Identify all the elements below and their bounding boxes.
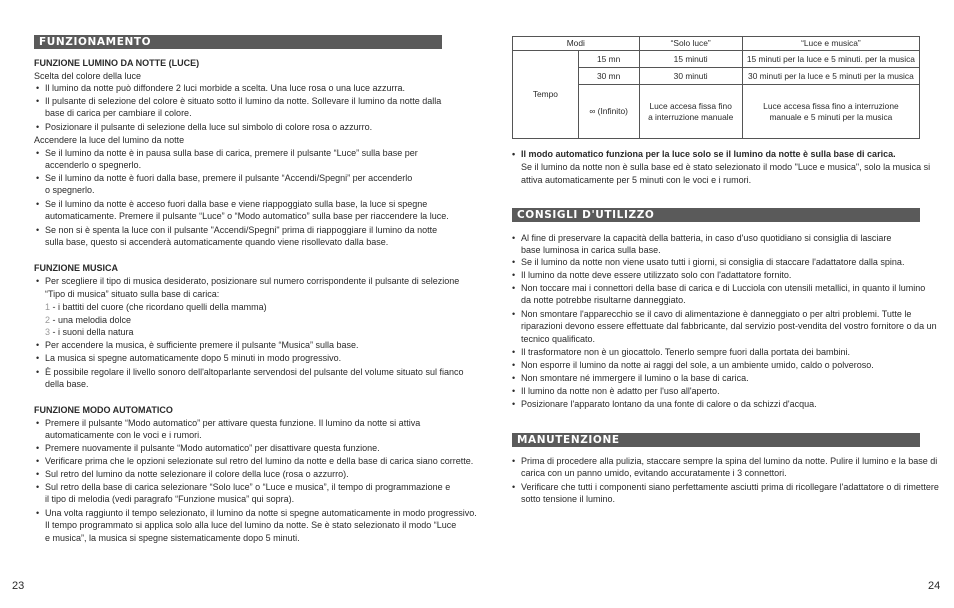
bullet: • Non smontare né immergere il lumino o la base di carica. (512, 372, 749, 385)
table-header: “Solo luce” (639, 37, 742, 51)
bullet: • Posizionare l'apparato lontano da una fonte di calore o da schizzi d'acqua. (512, 398, 817, 411)
bullet-cont: sotto tensione il lumino. (521, 494, 616, 504)
table-cell: 15 minuti (639, 51, 742, 68)
music-option-3 (36, 326, 134, 339)
modes-table (512, 36, 920, 139)
bullet: • Per accendere la musica, è sufficiente premere il pulsante “Musica” sulla base. (36, 339, 358, 352)
bullet-cont: carica con un panno umido, evitando accuratamente i 3 connettori. (521, 468, 787, 478)
cell-line: manuale e 5 minuti per la musica (769, 111, 893, 122)
cell-line: a interruzione manuale (648, 111, 734, 122)
bullet-cont: riparazioni devono essere effettuate dal fabbricante, dal servizio post-vendita del vostro fornitore o da un (521, 321, 937, 331)
heading-funzione-luce: FUNZIONE LUMINO DA NOTTE (LUCE) (34, 58, 200, 68)
page-number-right: 24 (928, 580, 941, 592)
bullet-cont: da notte potrebbe risultarne danneggiato. (521, 295, 686, 305)
table-cell (742, 85, 919, 139)
bullet-cont: o spegnerlo. (45, 185, 95, 195)
bullet-cont: tecnico qualificato. (521, 334, 596, 344)
bullet: • Se il lumino da notte è fuori dalla base, premere il pulsante “Accendi/Spegni” per accenderlo (36, 172, 412, 185)
table-cell: 15 minuti per la luce e 5 minuti. per la musica (742, 51, 919, 68)
bullet: • Non smontare l'apparecchio se il cavo di alimentazione è danneggiato o per altri problemi. Tutte le (512, 308, 911, 321)
bullet: • La musica si spegne automaticamente dopo 5 minuti in modo progressivo. (36, 352, 341, 365)
music-option-2 (36, 314, 131, 327)
option-label: - i battiti del cuore (che ricordano quelli della mamma) (50, 302, 267, 312)
bullet-cont: base di carica per cambiare il colore. (45, 108, 192, 118)
bullet: • Se il lumino da notte è acceso fuori dalla base e viene riappoggiato sulla base, la luce si spegne (36, 198, 427, 211)
bullet: • Premere nuovamente il pulsante “Modo automatico” per disattivare questa funzione. (36, 442, 380, 455)
bullet-cont: base luminosa in carica sulla base. (521, 245, 661, 255)
table-cell: Tempo (513, 51, 579, 139)
bullet: • Se il lumino da notte non viene usato tutti i giorni, si consiglia di staccare l'adattatore dalla spina. (512, 256, 904, 269)
bullet-cont: automaticamente. Premere il pulsante “Luce” o “Modo automatico” sulla base per riaccendere la luce. (45, 211, 449, 221)
subheading-colore: Scelta del colore della luce (34, 71, 142, 81)
bullet-cont: e musica”, la musica si spegne sistematicamente dopo 5 minuti. (45, 533, 300, 543)
bullet-cont: sulla base, questo si accenderà automaticamente quando viene risollevato dalla base. (45, 237, 389, 247)
bullet: • Premere il pulsante “Modo automatico” per attivare questa funzione. Il lumino da notte si attiva (36, 417, 420, 430)
bullet: • Il trasformatore non è un giocattolo. Tenerlo sempre fuori dalla portata dei bambini. (512, 346, 850, 359)
bullet: • È possibile regolare il livello sonoro dell'altoparlante servendosi del pulsante del volume situato sul fianco (36, 366, 463, 379)
bullet: • Verificare che tutti i componenti siano perfettamente asciutti prima di ricollegare l'adattatore o di rimettere (512, 481, 939, 494)
table-cell: ∞ (Infinito) (578, 85, 639, 139)
option-label: - una melodia dolce (50, 315, 132, 325)
table-cell: 30 minuti (639, 68, 742, 85)
bullet: • Una volta raggiunto il tempo selezionato, il lumino da notte si spegne automaticamente in modo progressivo. (36, 507, 477, 520)
page-number-left: 23 (12, 580, 25, 592)
section-header-funzionamento: FUNZIONAMENTO (34, 35, 442, 49)
section-header-consigli: CONSIGLI D'UTILIZZO (512, 208, 920, 222)
cell-line: Luce accesa fissa fino (649, 100, 732, 111)
heading-funzione-musica: FUNZIONE MUSICA (34, 263, 118, 273)
table-cell: 30 mn (578, 68, 639, 85)
bullet: • Non esporre il lumino da notte ai raggi del sole, a un ambiente umido, caldo o polveroso. (512, 359, 874, 372)
bullet: • Sul retro della base di carica selezionare “Solo luce” o “Luce e musica”, il tempo di programmazione e (36, 481, 450, 494)
heading-modo-automatico: FUNZIONE MODO AUTOMATICO (34, 405, 173, 415)
bullet: • Il lumino da notte non è adatto per l'uso all'aperto. (512, 385, 720, 398)
bullet: • Per scegliere il tipo di musica desiderato, posizionare sul numero corrispondente il pulsante di selezione (36, 275, 459, 288)
bullet: • Se non si è spenta la luce con il pulsante "Accendi/Spegni" prima di riappoggiare il lumino da notte (36, 224, 437, 237)
bullet-cont: automaticamente con le voci e i rumori. (45, 430, 202, 440)
bullet-cont: Il tempo programmato si applica solo alla luce del lumino da notte. Se è stato selezionato il modo “Luce (45, 520, 457, 530)
section-header-manutenzione: MANUTENZIONE (512, 433, 920, 447)
cell-line: Luce accesa fissa fino a interruzione (763, 100, 899, 111)
bullet-cont: accenderlo o spegnerlo. (45, 160, 142, 170)
subheading-accendere: Accendere la luce del lumino da notte (34, 135, 185, 145)
note-bold: • Il modo automatico funziona per la luce solo se il lumino da notte è sulla base di carica. (512, 148, 896, 161)
table-cell (639, 85, 742, 139)
option-number: 3 (45, 327, 51, 337)
bullet-cont: “Tipo di musica” situato sulla base di carica: (45, 289, 220, 299)
bullet-cont: il tipo di melodia (vedi paragrafo “Funzione musica” qui sopra). (45, 494, 295, 504)
bullet: • Il lumino da notte deve essere utilizzato solo con l'adattatore fornito. (512, 269, 791, 282)
bullet-cont: della base. (45, 379, 89, 389)
table-header: “Luce e musica” (742, 37, 919, 51)
option-label: - i suoni della natura (50, 327, 134, 337)
bullet: • Il lumino da notte può diffondere 2 luci morbide a scelta. Una luce rosa o una luce azzurra. (36, 82, 405, 95)
note-line: Se il lumino da notte non è sulla base ed è stato selezionato il modo "Luce e musica", solo la musica si (521, 162, 931, 172)
bullet: • Al fine di preservare la capacità della batteria, in caso d'uso quotidiano si consiglia di lasciare (512, 232, 891, 245)
option-number: 1 (45, 302, 51, 312)
table-cell: 30 minuti per la luce e 5 minuti per la musica (742, 68, 919, 85)
music-option-1 (36, 301, 267, 314)
bullet: • Posizionare il pulsante di selezione della luce sul simbolo di colore rosa o azzurro. (36, 121, 372, 134)
bullet: • Sul retro del lumino da notte selezionare il colore della luce (rosa o azzurro). (36, 468, 349, 481)
note-line: attiva automaticamente per 5 minuti con le voci e i rumori. (521, 175, 752, 185)
table-header: Modi (513, 37, 640, 51)
bullet: • Se il lumino da notte è in pausa sulla base di carica, premere il pulsante “Luce” sulla base per (36, 147, 418, 160)
bullet: • Il pulsante di selezione del colore è situato sotto il lumino da notte. Sollevare il lumino da notte dalla (36, 95, 441, 108)
bullet: • Verificare prima che le opzioni selezionate sul retro del lumino da notte e della base di carica siano corrette. (36, 455, 473, 468)
bullet: • Prima di procedere alla pulizia, staccare sempre la spina del lumino da notte. Pulire il lumino e la base di (512, 455, 937, 468)
option-number: 2 (45, 315, 51, 325)
bullet: • Non toccare mai i connettori della base di carica e di Lucciola con utensili metallici, in quanto il lumino (512, 282, 925, 295)
table-cell: 15 mn (578, 51, 639, 68)
